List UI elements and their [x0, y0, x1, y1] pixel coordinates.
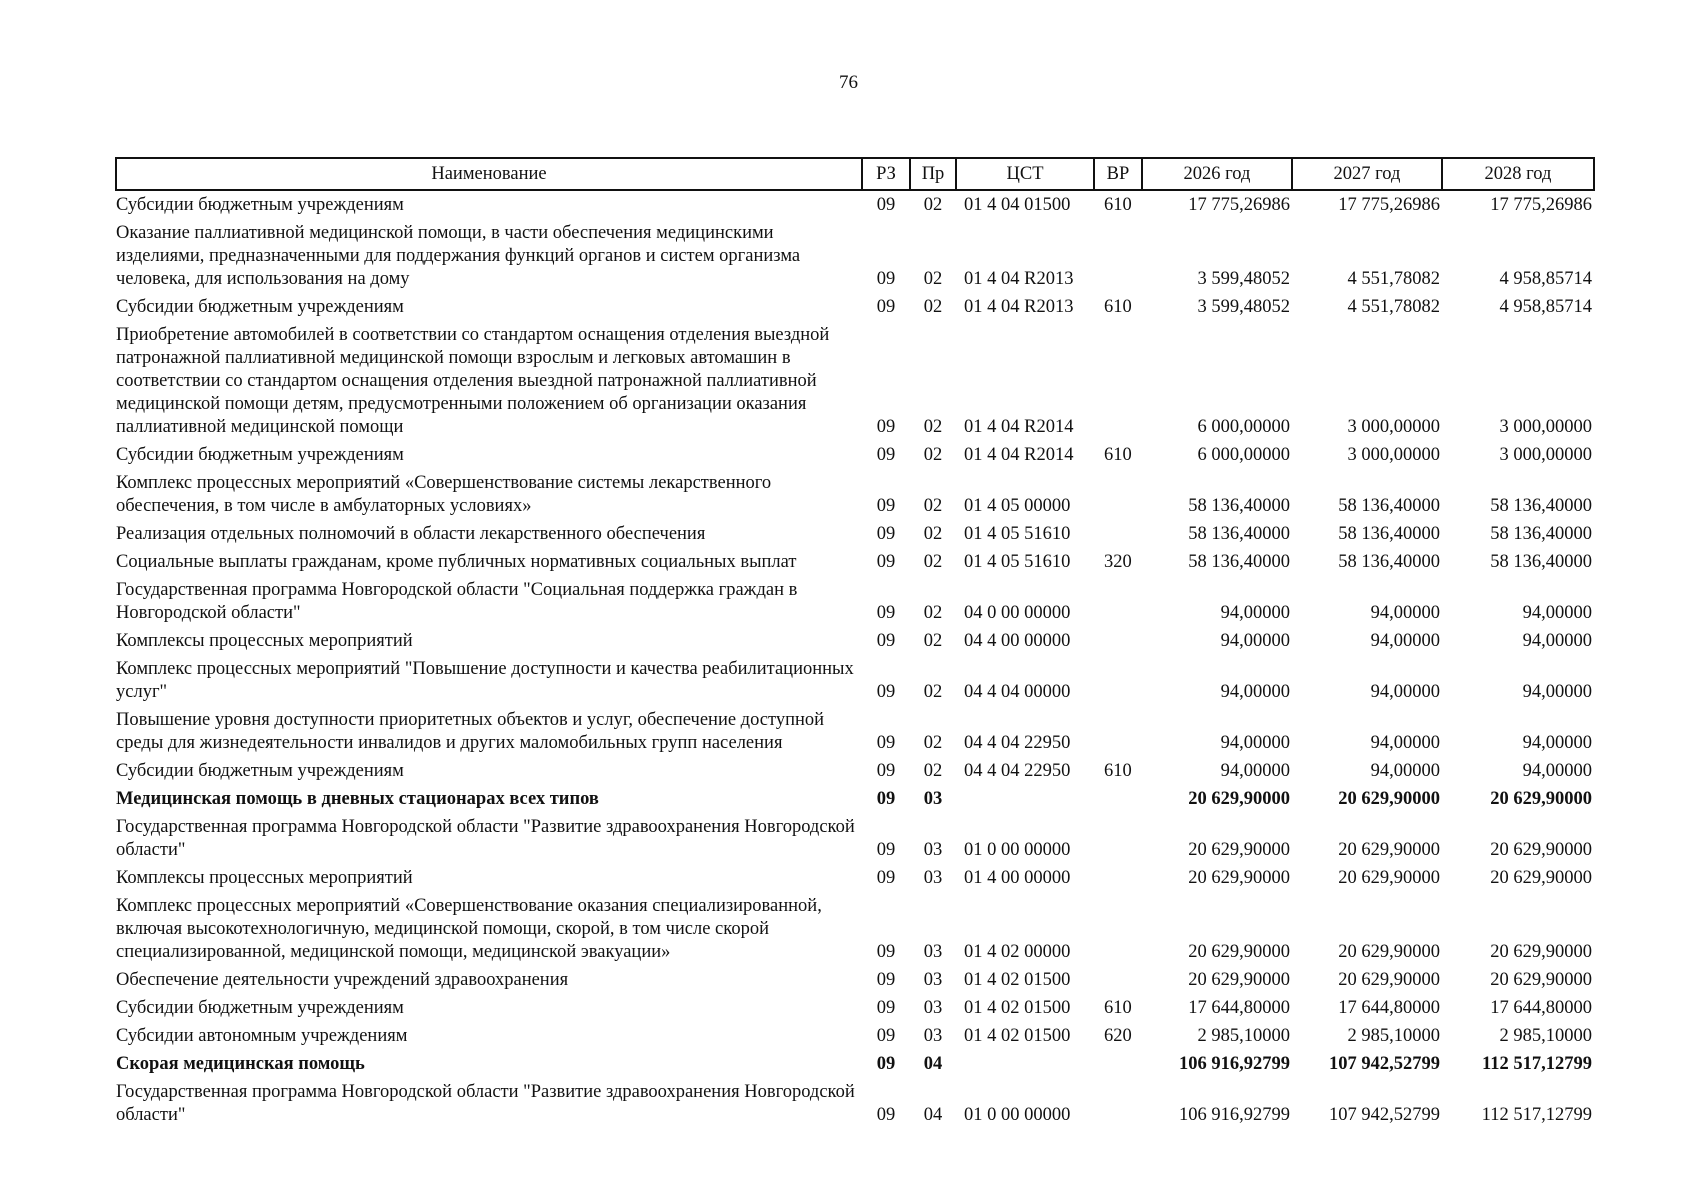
row-value-2028: 94,00000 — [1522, 603, 1592, 623]
row-value-2027: 4 551,78082 — [1347, 297, 1440, 317]
row-value-2028: 4 958,85714 — [1499, 269, 1592, 289]
row-value-2026: 3 599,48052 — [1197, 269, 1290, 289]
row-rz: 09 — [876, 868, 896, 888]
header-rz: РЗ — [862, 158, 910, 190]
row-rz: 09 — [876, 1105, 896, 1125]
row-cst: 01 4 00 00000 — [964, 868, 1071, 888]
row-name: Повышение уровня доступности приоритетных объектов и услуг, обеспечение доступной среды для жизнедеятельности инвалидов и других маломобильных групп населения — [116, 710, 825, 753]
row-rz: 09 — [876, 789, 896, 809]
row-value-2027: 58 136,40000 — [1338, 524, 1440, 544]
row-value-2026: 94,00000 — [1220, 761, 1290, 781]
table-row — [116, 994, 1594, 1022]
table-body — [116, 190, 1594, 1129]
row-rz: 09 — [876, 998, 896, 1018]
row-value-2026: 94,00000 — [1220, 733, 1290, 753]
row-name: Комплекс процессных мероприятий «Совершенствование системы лекарственного обеспечения, в том числе в амбулаторных условиях» — [116, 473, 772, 516]
row-pr: 02 — [923, 417, 943, 437]
row-rz: 09 — [876, 417, 896, 437]
row-value-2028: 3 000,00000 — [1499, 417, 1592, 437]
row-value-2026: 3 599,48052 — [1197, 297, 1290, 317]
row-value-2026: 94,00000 — [1220, 631, 1290, 651]
row-value-2028: 2 985,10000 — [1499, 1026, 1592, 1046]
row-vr — [1094, 321, 1142, 441]
row-rz: 09 — [876, 761, 896, 781]
row-name: Комплекс процессных мероприятий "Повышение доступности и качества реабилитационных услуг" — [116, 659, 854, 702]
header-2027: 2027 год — [1292, 158, 1442, 190]
row-name: Медицинская помощь в дневных стационарах всех типов — [116, 789, 599, 809]
row-value-2026: 20 629,90000 — [1188, 942, 1290, 962]
row-cst: 01 4 04 R2013 — [964, 297, 1074, 317]
row-cst: 01 0 00 00000 — [964, 1105, 1071, 1125]
table-row — [116, 655, 1594, 706]
row-value-2026: 106 916,92799 — [1179, 1105, 1290, 1125]
row-rz: 09 — [876, 970, 896, 990]
row-value-2028: 20 629,90000 — [1490, 970, 1592, 990]
row-value-2028: 4 958,85714 — [1499, 297, 1592, 317]
row-value-2026: 6 000,00000 — [1197, 417, 1290, 437]
row-rz: 09 — [876, 682, 896, 702]
table-row — [116, 321, 1594, 441]
row-value-2028: 94,00000 — [1522, 733, 1592, 753]
row-cst: 04 4 04 22950 — [964, 733, 1071, 753]
row-value-2028: 3 000,00000 — [1499, 445, 1592, 465]
row-value-2027: 94,00000 — [1370, 733, 1440, 753]
row-cst: 04 4 04 22950 — [964, 761, 1071, 781]
row-name: Скорая медицинская помощь — [116, 1054, 365, 1074]
row-pr: 04 — [923, 1054, 943, 1074]
row-pr: 02 — [923, 445, 943, 465]
row-cst: 01 4 02 01500 — [964, 1026, 1071, 1046]
header-2026: 2026 год — [1142, 158, 1292, 190]
row-value-2028: 94,00000 — [1522, 631, 1592, 651]
row-cst: 01 4 02 01500 — [964, 998, 1071, 1018]
row-vr — [1094, 1078, 1142, 1129]
row-cst: 01 4 05 00000 — [964, 496, 1071, 516]
row-rz: 09 — [876, 840, 896, 860]
row-vr — [1094, 627, 1142, 655]
table-row — [116, 757, 1594, 785]
row-name: Субсидии бюджетным учреждениям — [116, 998, 404, 1018]
row-value-2028: 17 644,80000 — [1490, 998, 1592, 1018]
row-value-2028: 112 517,12799 — [1482, 1054, 1592, 1074]
row-value-2027: 94,00000 — [1370, 682, 1440, 702]
row-vr — [1094, 219, 1142, 293]
row-value-2027: 20 629,90000 — [1338, 789, 1440, 809]
row-value-2028: 20 629,90000 — [1490, 840, 1592, 860]
row-pr: 03 — [923, 789, 943, 809]
row-value-2027: 107 942,52799 — [1329, 1105, 1440, 1125]
row-cst: 04 4 00 00000 — [964, 631, 1071, 651]
row-rz: 09 — [876, 269, 896, 289]
table-section-row — [116, 785, 1594, 813]
row-value-2026: 94,00000 — [1220, 682, 1290, 702]
row-value-2027: 4 551,78082 — [1347, 269, 1440, 289]
header-name: Наименование — [116, 158, 862, 190]
table-section-row — [116, 1050, 1594, 1078]
row-pr: 02 — [923, 682, 943, 702]
row-cst: 04 0 00 00000 — [964, 603, 1071, 623]
row-vr: 610 — [1104, 998, 1132, 1018]
row-rz: 09 — [876, 552, 896, 572]
row-vr: 320 — [1104, 552, 1132, 572]
row-name: Реализация отдельных полномочий в области лекарственного обеспечения — [116, 524, 706, 544]
row-value-2027: 2 985,10000 — [1347, 1026, 1440, 1046]
row-value-2028: 20 629,90000 — [1490, 789, 1592, 809]
row-vr — [1094, 576, 1142, 627]
row-rz: 09 — [876, 1026, 896, 1046]
header-2028: 2028 год — [1442, 158, 1594, 190]
row-name: Субсидии бюджетным учреждениям — [116, 297, 404, 317]
row-value-2026: 20 629,90000 — [1188, 789, 1290, 809]
table-header-row — [116, 158, 1594, 190]
row-value-2028: 94,00000 — [1522, 761, 1592, 781]
row-value-2027: 20 629,90000 — [1338, 840, 1440, 860]
row-name: Комплексы процессных мероприятий — [116, 631, 413, 651]
row-name: Субсидии бюджетным учреждениям — [116, 195, 404, 215]
row-vr: 610 — [1104, 297, 1132, 317]
row-pr: 02 — [923, 631, 943, 651]
row-value-2026: 20 629,90000 — [1188, 840, 1290, 860]
row-vr — [1094, 864, 1142, 892]
row-pr: 02 — [923, 297, 943, 317]
row-value-2027: 20 629,90000 — [1338, 868, 1440, 888]
row-rz: 09 — [876, 445, 896, 465]
table-row — [116, 864, 1594, 892]
row-pr: 04 — [923, 1105, 943, 1125]
table-row — [116, 1078, 1594, 1129]
table-row — [116, 892, 1594, 966]
row-name: Субсидии бюджетным учреждениям — [116, 445, 404, 465]
row-value-2027: 107 942,52799 — [1329, 1054, 1440, 1074]
row-value-2027: 20 629,90000 — [1338, 970, 1440, 990]
row-pr: 02 — [923, 761, 943, 781]
table-row — [116, 548, 1594, 576]
row-pr: 02 — [923, 733, 943, 753]
row-pr: 02 — [923, 552, 943, 572]
row-value-2026: 2 985,10000 — [1197, 1026, 1290, 1046]
row-value-2026: 58 136,40000 — [1188, 496, 1290, 516]
row-value-2027: 17 644,80000 — [1338, 998, 1440, 1018]
header-vr: ВР — [1094, 158, 1142, 190]
row-name: Комплекс процессных мероприятий «Совершенствование оказания специализированной, включая высокотехнологичную, медицинской помощи, скорой, в том числе скорой специализированной, медицинской помощи, медицинской эвакуации» — [116, 896, 822, 962]
row-value-2026: 106 916,92799 — [1179, 1054, 1290, 1074]
row-value-2027: 58 136,40000 — [1338, 496, 1440, 516]
row-pr: 02 — [923, 496, 943, 516]
row-cst: 01 4 05 51610 — [964, 524, 1071, 544]
row-vr — [1094, 785, 1142, 813]
row-name: Комплексы процессных мероприятий — [116, 868, 413, 888]
row-vr: 610 — [1104, 761, 1132, 781]
row-pr: 03 — [923, 840, 943, 860]
row-cst: 01 4 04 R2013 — [964, 269, 1074, 289]
row-value-2026: 6 000,00000 — [1197, 445, 1290, 465]
row-pr: 03 — [923, 970, 943, 990]
row-value-2028: 58 136,40000 — [1490, 496, 1592, 516]
header-cst: ЦСТ — [956, 158, 1094, 190]
row-value-2026: 20 629,90000 — [1188, 970, 1290, 990]
table-row — [116, 190, 1594, 219]
row-value-2027: 94,00000 — [1370, 631, 1440, 651]
row-value-2026: 58 136,40000 — [1188, 524, 1290, 544]
row-value-2026: 20 629,90000 — [1188, 868, 1290, 888]
row-value-2028: 94,00000 — [1522, 682, 1592, 702]
row-rz: 09 — [876, 603, 896, 623]
row-name: Обеспечение деятельности учреждений здравоохранения — [116, 970, 569, 990]
row-name: Государственная программа Новгородской области "Развитие здравоохранения Новгородской области" — [116, 817, 855, 860]
row-value-2028: 17 775,26986 — [1490, 195, 1592, 215]
row-vr: 610 — [1104, 445, 1132, 465]
row-vr — [1094, 892, 1142, 966]
table-row — [116, 441, 1594, 469]
row-value-2028: 112 517,12799 — [1481, 1105, 1592, 1125]
table-row — [116, 469, 1594, 520]
table-row — [116, 293, 1594, 321]
table-row — [116, 219, 1594, 293]
row-name: Государственная программа Новгородской области "Социальная поддержка граждан в Новгородской области" — [116, 580, 798, 623]
row-cst: 01 4 05 51610 — [964, 552, 1071, 572]
row-rz: 09 — [876, 1054, 896, 1074]
row-vr — [1094, 966, 1142, 994]
row-value-2026: 58 136,40000 — [1188, 552, 1290, 572]
page-number: 76 — [839, 72, 858, 93]
row-name: Государственная программа Новгородской области "Развитие здравоохранения Новгородской области" — [116, 1082, 855, 1125]
table-row — [116, 576, 1594, 627]
row-cst: 01 4 02 01500 — [964, 970, 1071, 990]
row-value-2027: 58 136,40000 — [1338, 552, 1440, 572]
table-row — [116, 966, 1594, 994]
row-pr: 03 — [923, 942, 943, 962]
row-rz: 09 — [876, 195, 896, 215]
row-cst — [956, 1050, 1094, 1078]
row-value-2027: 17 775,26986 — [1338, 195, 1440, 215]
row-pr: 03 — [923, 1026, 943, 1046]
row-cst: 04 4 04 00000 — [964, 682, 1071, 702]
table-row — [116, 706, 1594, 757]
row-vr — [1094, 469, 1142, 520]
row-vr — [1094, 655, 1142, 706]
row-value-2028: 58 136,40000 — [1490, 552, 1592, 572]
row-cst: 01 0 00 00000 — [964, 840, 1071, 860]
row-cst — [956, 785, 1094, 813]
row-value-2028: 20 629,90000 — [1490, 868, 1592, 888]
row-pr: 02 — [923, 524, 943, 544]
row-name: Социальные выплаты гражданам, кроме публичных нормативных социальных выплат — [116, 552, 797, 572]
row-value-2026: 17 775,26986 — [1188, 195, 1290, 215]
header-pr: Пр — [910, 158, 956, 190]
row-value-2028: 58 136,40000 — [1490, 524, 1592, 544]
row-value-2026: 17 644,80000 — [1188, 998, 1290, 1018]
row-pr: 02 — [923, 195, 943, 215]
row-value-2026: 94,00000 — [1220, 603, 1290, 623]
table-row — [116, 627, 1594, 655]
row-cst: 01 4 04 R2014 — [964, 445, 1074, 465]
row-value-2027: 20 629,90000 — [1338, 942, 1440, 962]
row-vr — [1094, 813, 1142, 864]
row-name: Субсидии бюджетным учреждениям — [116, 761, 404, 781]
row-name: Субсидии автономным учреждениям — [116, 1026, 408, 1046]
row-value-2028: 20 629,90000 — [1490, 942, 1592, 962]
row-vr: 620 — [1104, 1026, 1132, 1046]
table-row — [116, 813, 1594, 864]
row-pr: 02 — [923, 603, 943, 623]
row-rz: 09 — [876, 733, 896, 753]
row-value-2027: 94,00000 — [1370, 761, 1440, 781]
row-name: Приобретение автомобилей в соответствии со стандартом оснащения отделения выездной патронажной паллиативной медицинской помощи взрослым и легковых автомашин в соответствии со стандартом оснащения отделения выездной патронажной паллиативной медицинской помощи детям, предусмотренными положением об организации оказания паллиативной медицинской помощи — [116, 325, 830, 437]
row-vr — [1094, 1050, 1142, 1078]
row-pr: 02 — [923, 269, 943, 289]
row-value-2027: 3 000,00000 — [1347, 445, 1440, 465]
table-row — [116, 1022, 1594, 1050]
row-vr: 610 — [1104, 195, 1132, 215]
row-vr — [1094, 520, 1142, 548]
row-value-2027: 3 000,00000 — [1347, 417, 1440, 437]
row-rz: 09 — [876, 524, 896, 544]
row-cst: 01 4 04 01500 — [964, 195, 1071, 215]
row-pr: 03 — [923, 868, 943, 888]
row-rz: 09 — [876, 496, 896, 516]
table-row — [116, 520, 1594, 548]
row-rz: 09 — [876, 297, 896, 317]
row-cst: 01 4 04 R2014 — [964, 417, 1074, 437]
row-pr: 03 — [923, 998, 943, 1018]
row-value-2027: 94,00000 — [1370, 603, 1440, 623]
row-vr — [1094, 706, 1142, 757]
row-rz: 09 — [876, 631, 896, 651]
row-cst: 01 4 02 00000 — [964, 942, 1071, 962]
budget-table — [115, 157, 1595, 1129]
row-name: Оказание паллиативной медицинской помощи, в части обеспечения медицинскими изделиями, предназначенными для поддержания функций органов и систем организма человека, для использования на дому — [116, 223, 801, 289]
row-rz: 09 — [876, 942, 896, 962]
